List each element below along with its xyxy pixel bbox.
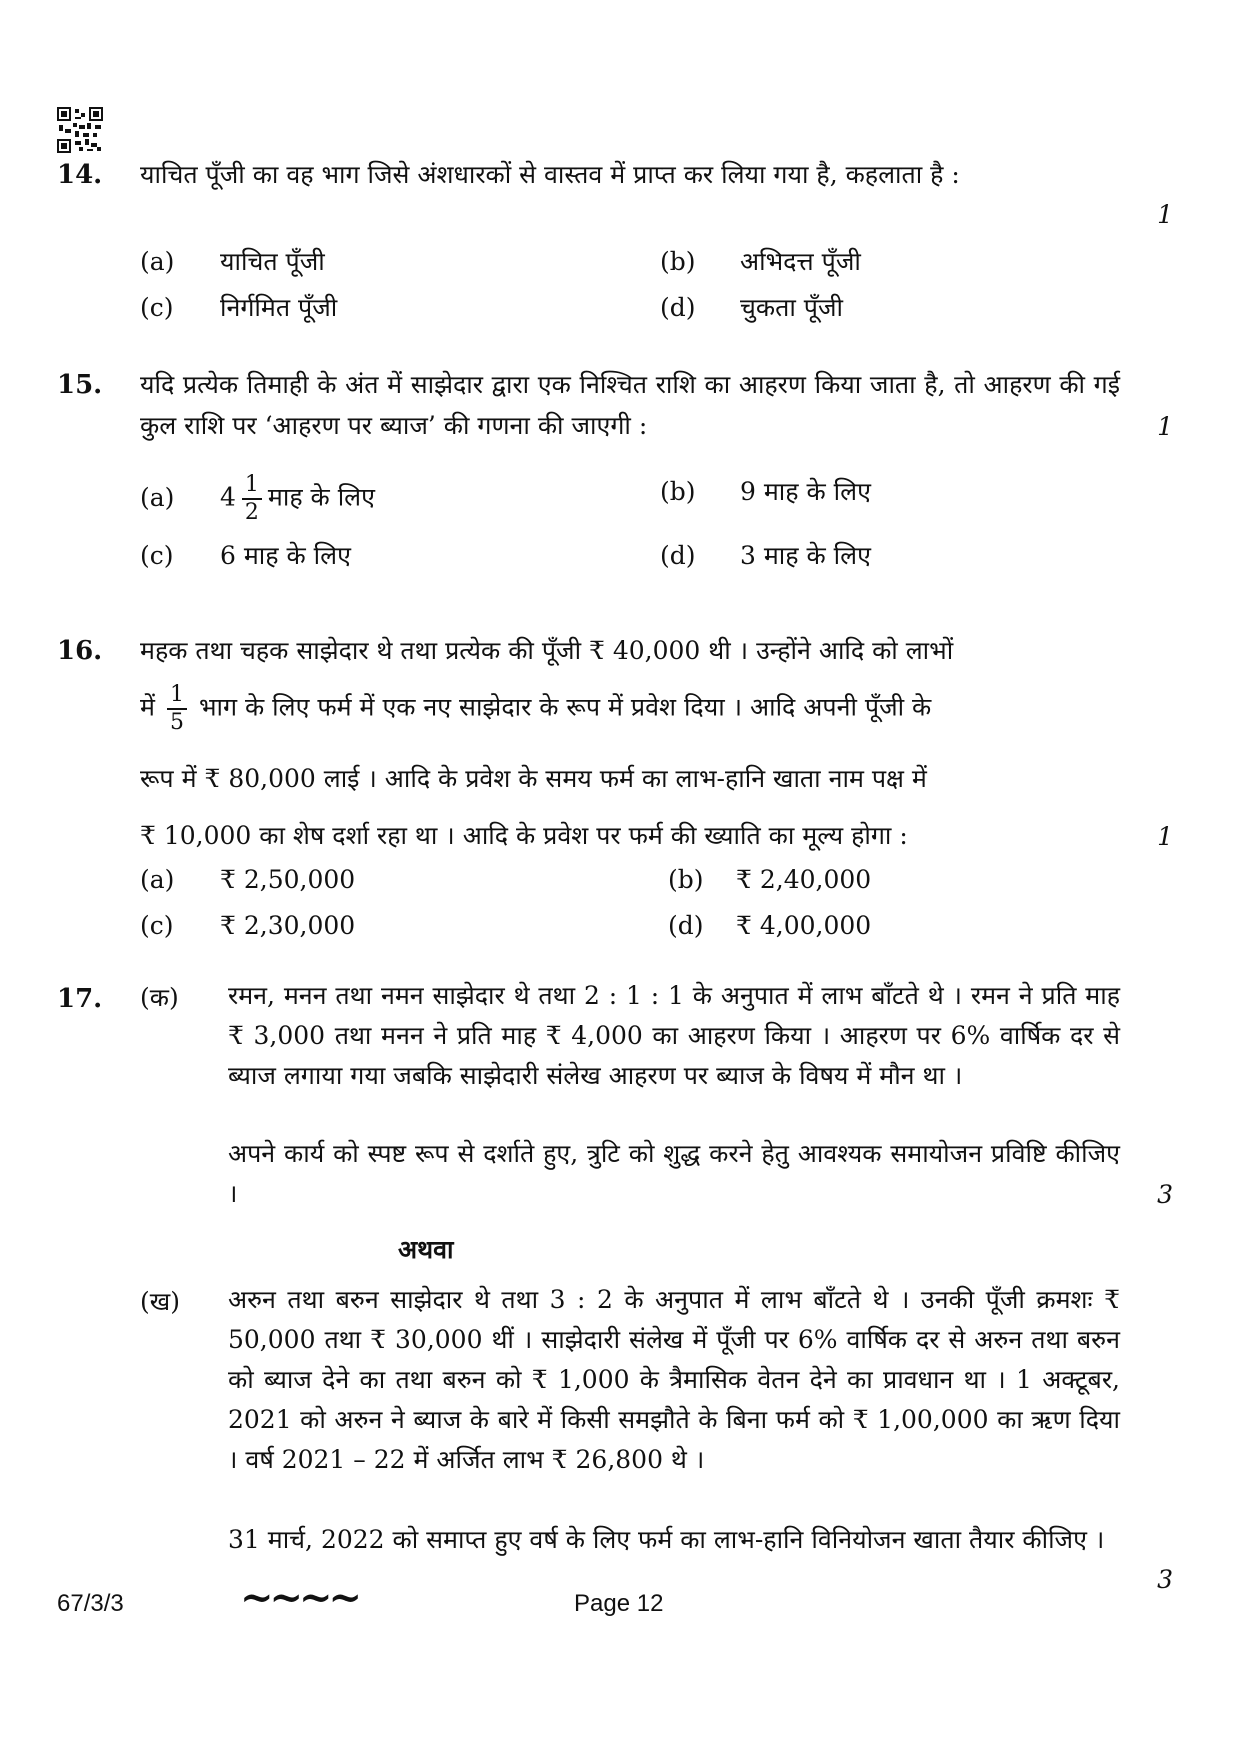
marks: 3 [1157,1565,1173,1594]
marks: 1 [1157,200,1173,229]
fraction-numerator: 1 [167,684,187,710]
fraction-denominator: 5 [169,710,184,735]
option-text: ₹ 2,50,000 [220,865,356,894]
option-c [140,908,355,944]
fraction-denominator: 2 [244,500,259,525]
sub-question-kha: अरुन तथा बरुन साझेदार थे तथा 3 : 2 के अनुपात में लाभ बाँटते थे । उनकी पूँजी क्रमशः ₹ 50,000 तथा ₹ 30,000 थीं । साझेदारी संलेख में पूँजी पर 6% वार्षिक दर से अरुन तथा बरुन को ब्याज देने का तथा बरुन को ₹ 1,000 के त्रैमासिक वेतन देने का प्रावधान था । 1 अक्टूबर, 2021 को अरुन ने ब्याज के बारे में किसी समझौते के बिना फर्म को ₹ 1,00,000 का ऋण दिया । वर्ष 2021 – 22 में अर्जित लाभ ₹ 26,800 थे । [228,1285,1120,1474]
option-d [668,908,871,944]
option-label: (d) [668,911,704,940]
option-b [660,244,861,280]
option-c [140,538,351,574]
sub-question-ka-instruction: अपने कार्य को स्पष्ट रूप से दर्शाते हुए, त्रुटि को शुद्ध करने हेतु आवश्यक समायोजन प्रविष्टि कीजिए । [228,1139,1120,1208]
option-label: (a) [140,865,175,894]
fraction [242,474,262,524]
line-text: भाग के लिए फर्म में एक नए साझेदार के रूप में प्रवेश दिया । आदि अपनी पूँजी के [198,692,932,722]
option-d [660,538,871,574]
option-text: 9 माह के लिए [740,477,871,506]
option-label: (d) [660,541,696,570]
marks: 1 [1157,822,1173,851]
qr-code [57,107,103,153]
question-text: याचित पूँजी का वह भाग जिसे अंशधारकों से वास्तव में प्राप्त कर लिया गया है, कहलाता है : [140,160,960,189]
paper-code: 67/3/3 [57,1590,124,1617]
option-text: ₹ 2,30,000 [220,911,356,940]
option-b [668,862,871,898]
option-label: (b) [660,247,696,276]
fraction-numerator: 1 [242,474,262,500]
line-text: में [140,692,155,722]
question-line-3: रूप में ₹ 80,000 लाई । आदि के प्रवेश के समय फर्म का लाभ-हानि खाता नाम पक्ष में [140,764,927,793]
question-number: 16. [57,636,103,666]
option-text: अभिदत्त पूँजी [740,247,861,276]
marks: 1 [1157,412,1173,441]
option-label: (b) [668,865,704,894]
fraction [167,684,187,734]
or-divider: अथवा [398,1235,454,1264]
sub-label-ka: (क) [140,983,179,1012]
option-label: (c) [140,911,174,940]
page-number: Page 12 [574,1590,664,1617]
marks: 3 [1157,1180,1173,1209]
sub-question-kha-instruction: 31 मार्च, 2022 को समाप्त हुए वर्ष के लिए फर्म का लाभ-हानि विनियोजन खाता तैयार कीजिए । [228,1525,1105,1554]
option-label: (c) [140,541,174,570]
option-b [660,474,871,510]
question-number: 17. [57,984,103,1014]
option-a [140,474,375,524]
option-text: ₹ 4,00,000 [736,911,872,940]
option-label: (a) [140,247,175,276]
question-line-2 [140,684,1120,734]
option-label: (b) [660,477,696,506]
tilde-divider: ~~~~ [240,1574,359,1621]
option-text: 6 माह के लिए [220,541,351,570]
question-number: 14. [57,160,103,190]
option-text: ₹ 2,40,000 [736,865,872,894]
option-label: (d) [660,293,696,322]
option-label: (c) [140,293,174,322]
option-text: माह के लिए [267,482,375,512]
sub-question-ka: रमन, मनन तथा नमन साझेदार थे तथा 2 : 1 : 1 के अनुपात में लाभ बाँटते थे । रमन ने प्रति माह ₹ 3,000 तथा मनन ने प्रति माह ₹ 4,000 का आहरण किया । आहरण पर 6% वार्षिक दर से ब्याज लगाया गया जबकि साझेदारी संलेख आहरण पर ब्याज के विषय में मौन था । [228,981,1120,1090]
question-text: यदि प्रत्येक तिमाही के अंत में साझेदार द्वारा एक निश्चित राशि का आहरण किया जाता है, तो आहरण की गई कुल राशि पर ‘आहरण पर ब्याज’ की गणना की जाएगी : [140,370,1120,440]
option-text: 3 माह के लिए [740,541,871,570]
sub-label-kha: (ख) [140,1287,180,1316]
option-label: (a) [140,482,175,512]
option-d [660,290,843,326]
option-whole: 4 [220,482,236,512]
question-number: 15. [57,370,103,400]
option-c [140,290,337,326]
option-a [140,862,355,898]
question-line-1: महक तथा चहक साझेदार थे तथा प्रत्येक की पूँजी ₹ 40,000 थी । उन्होंने आदि को लाभों [140,636,954,665]
option-text: चुकता पूँजी [740,293,843,322]
option-text: निर्गमित पूँजी [220,293,338,322]
question-line-4: ₹ 10,000 का शेष दर्शा रहा था । आदि के प्रवेश पर फर्म की ख्याति का मूल्य होगा : [140,821,908,850]
option-text: याचित पूँजी [220,247,325,276]
option-a [140,244,325,280]
